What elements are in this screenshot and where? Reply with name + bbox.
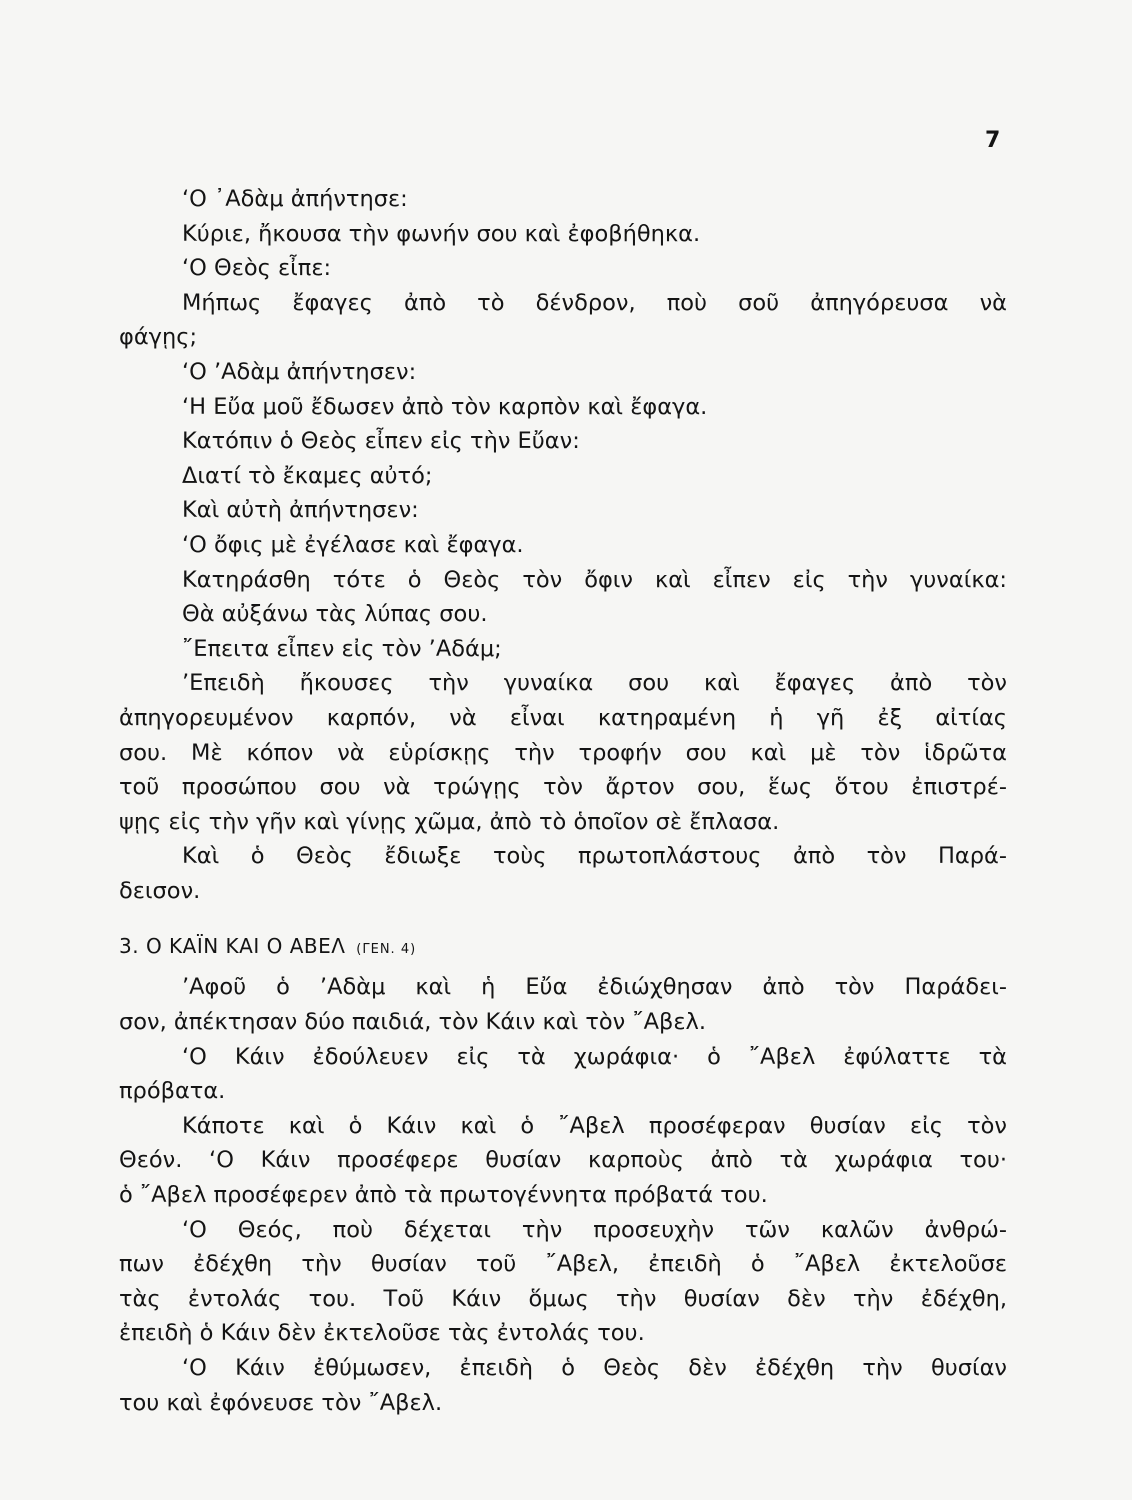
text-line: ‘Ο Θεὸς εἶπε: xyxy=(182,255,332,282)
text-line: του καὶ ἐφόνευσε τὸν ῎Αβελ. xyxy=(119,1389,443,1416)
text-line: ’Επειδὴ ἤκουσες τὴν γυναίκα σου καὶ ἔφαγες ἀπὸ τὸν xyxy=(182,670,1007,697)
text-line: πρόβατα. xyxy=(119,1078,226,1105)
text-line: Θὰ αὐξάνω τὰς λύπας σου. xyxy=(182,601,488,628)
text-line: ’Αφοῦ ὁ ’Αδὰμ καὶ ἡ Εὔα ἐδιώχθησαν ἀπὸ τὸν Παράδει- xyxy=(182,974,1007,1001)
text-line: Κατόπιν ὁ Θεὸς εἶπεν εἰς τὴν Εὔαν: xyxy=(182,428,580,455)
text-line: ψῃς εἰς τὴν γῆν καὶ γίνῃς χῶμα, ἀπὸ τὸ ὁποῖον σὲ ἔπλασα. xyxy=(119,808,780,835)
text-line: σον, ἀπέκτησαν δύο παιδιά, τὸν Κάιν καὶ τὸν ῎Αβελ. xyxy=(119,1009,706,1036)
text-line: σου. Μὲ κόπον νὰ εὑρίσκῃς τὴν τροφήν σου καὶ μὲ τὸν ἱδρῶτα xyxy=(119,739,1007,766)
text-line: δεισον. xyxy=(119,877,201,904)
text-line: τοῦ προσώπου σου νὰ τρώγῃς τὸν ἄρτον σου, ἕως ὅτου ἐπιστρέ- xyxy=(119,774,1007,801)
text-line: ‘Ο Κάιν ἐδούλευεν εἰς τὰ χωράφια· ὁ ῎Αβελ ἐφύλαττε τὰ xyxy=(182,1043,1007,1070)
text-line: ἀπηγορευμένον καρπόν, νὰ εἶναι κατηραμένη ἡ γῆ ἐξ αἰτίας xyxy=(119,704,1007,731)
text-line: Κάποτε καὶ ὁ Κάιν καὶ ὁ ῎Αβελ προσέφεραν θυσίαν εἰς τὸν xyxy=(182,1112,1007,1139)
text-line: ‘Ο ᾿Αδὰμ ἀπήντησε: xyxy=(182,186,408,212)
section-heading-reference: (ΓΕΝ. 4) xyxy=(356,942,417,958)
text-line: φάγῃς; xyxy=(119,324,198,351)
text-line: Διατί τὸ ἔκαμες αὐτό; xyxy=(182,462,433,489)
text-line: ‘Ο Θεός, ποὺ δέχεται τὴν προσευχὴν τῶν καλῶν ἀνθρώ- xyxy=(182,1216,1007,1243)
text-line: ὁ ῎Αβελ προσέφερεν ἀπὸ τὰ πρωτογέννητα πρόβατά του. xyxy=(119,1182,768,1209)
document-body xyxy=(119,182,1007,1420)
page-number: 7 xyxy=(985,128,1001,153)
section-heading-title: 3. Ο ΚΑΪΝ ΚΑΙ Ο ΑΒΕΛ xyxy=(119,934,346,959)
text-line: Κύριε, ἤκουσα τὴν φωνήν σου καὶ ἐφοβήθηκα. xyxy=(182,220,701,247)
text-line: Μήπως ἔφαγες ἀπὸ τὸ δένδρον, ποὺ σοῦ ἀπηγόρευσα νὰ xyxy=(182,289,1007,316)
section-heading xyxy=(119,926,1007,966)
text-line: Καὶ ὁ Θεὸς ἔδιωξε τοὺς πρωτοπλάστους ἀπὸ τὸν Παρά- xyxy=(182,843,1007,870)
text-line: ἐπειδὴ ὁ Κάιν δὲν ἐκτελοῦσε τὰς ἐντολάς του. xyxy=(119,1320,645,1347)
text-line: ‘Ο ’Αδὰμ ἀπήντησεν: xyxy=(182,358,417,385)
text-line: ‘Ο ὄφις μὲ ἐγέλασε καὶ ἔφαγα. xyxy=(182,531,524,558)
text-line: Καὶ αὐτὴ ἀπήντησεν: xyxy=(182,497,419,524)
section-adam-eve xyxy=(119,182,1007,908)
section-cain-abel xyxy=(119,970,1007,1420)
text-line: πων ἐδέχθη τὴν θυσίαν τοῦ ῎Αβελ, ἐπειδὴ ὁ ῎Αβελ ἐκτελοῦσε xyxy=(119,1251,1007,1278)
text-line: τὰς ἐντολάς του. Τοῦ Κάιν ὅμως τὴν θυσίαν δὲν τὴν ἐδέχθη, xyxy=(119,1285,1007,1312)
text-line: Κατηράσθη τότε ὁ Θεὸς τὸν ὄφιν καὶ εἶπεν εἰς τὴν γυναίκα: xyxy=(182,566,1007,593)
text-line: Θεόν. ‘Ο Κάιν προσέφερε θυσίαν καρποὺς ἀπὸ τὰ χωράφια του· xyxy=(119,1147,1007,1174)
text-line: ‘Η Εὔα μοῦ ἔδωσεν ἀπὸ τὸν καρπὸν καὶ ἔφαγα. xyxy=(182,393,708,420)
text-line: ‘Ο Κάιν ἐθύμωσεν, ἐπειδὴ ὁ Θεὸς δὲν ἐδέχθη τὴν θυσίαν xyxy=(182,1355,1007,1381)
text-line: ῎Επειτα εἶπεν εἰς τὸν ’Αδάμ; xyxy=(182,635,502,662)
